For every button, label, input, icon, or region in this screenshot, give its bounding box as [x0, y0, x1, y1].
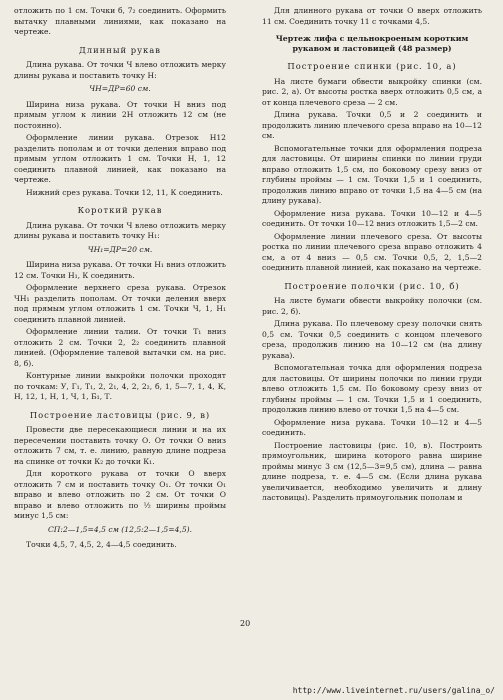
left-paragraph: Контурные линии выкройки полочки проходят по точкам: У, Г₁, Т₁, 2, 2₁, 4, 2, 2₂, б, 1, 5—7, 1, 4, К, Н, 12, 1, Н, 1, Ч, 1, Б₁, Т.: [14, 371, 226, 401]
left-column: [14, 6, 226, 553]
left-paragraph: Длина рукава. От точки Ч влево отложить мерку длины рукава и поставить точку Н:: [14, 60, 226, 80]
left-heading: Длинный рукав: [78, 44, 162, 55]
right-paragraph: Оформление линии плечевого среза. От высоты ростка по линии плечевого среза вправо отложить 4 см, а от 4 вниз — 0,5 см. Точки 0,5, 2, 1,5—2 соединить плавной линией, как показано на чертеже.: [262, 231, 482, 272]
left-paragraph: Оформление верхнего среза рукава. Отрезок ЧН₁ разделить пополам. От точки деления вверх под прямым углом отложить 1 см. Точки Ч, 1, Н₁ соединить плавной линией.: [14, 283, 226, 324]
right-paragraph: Оформление низа рукава. Точки 10—12 и 4—5 соединить. От точки 10—12 вниз отложить 1,5—2 см.: [262, 208, 482, 228]
right-heading: Построение полочки (рис. 10, б): [284, 280, 460, 291]
right-paragraph: Оформление низа рукава. Точки 10—12 и 4—5 соединить.: [262, 417, 482, 437]
right-heading: Построение спинки (рис. 10, а): [287, 61, 457, 71]
left-paragraph: Нижний срез рукава. Точки 12, 11, К соединить.: [26, 187, 223, 197]
left-heading: Короткий рукав: [77, 205, 163, 215]
left-paragraph: Провести две пересекающиеся линии и на их пересечении поставить точку О. От точки О вниз отложить 7 см, т. е. линию, равную длине подреза на спинке от точки К₂ до точки К₁.: [14, 425, 226, 466]
right-paragraph: Вспомогательные точки для оформления подреза для ластовицы. От ширины спинки по линии груди вправо отложить 1,5 см, по боковому срезу вниз от глубины проймы — 1 см. Точки 1,5 и 1 соединить, продолжив линию вправо от точки 1,5 на 4—5 см (на длину рукава).: [262, 143, 482, 205]
left-heading: Построение ластовицы (рис. 9, в): [29, 409, 211, 420]
left-paragraph: Точки 4,5, 7, 4,5, 2, 4—4,5 соединить.: [26, 540, 177, 549]
right-paragraph: На листе бумаги обвести выкройку спинки (см. рис. 2, а). От высоты ростка вверх отложить 0,5 см, а от конца плечевого среза — 2 см.: [262, 76, 482, 107]
right-paragraph: На листе бумаги обвести выкройку полочки (см. рис. 2, б).: [262, 296, 482, 316]
right-paragraph: Для длинного рукава от точки О вверх отложить 11 см. Соединить точку 11 с точками 4,5.: [262, 6, 482, 26]
left-formula: ЧН₁=ДР=20 см.: [87, 244, 153, 254]
right-paragraph: Длина рукава. Точки 0,5 и 2 соединить и продолжить линию плечевого среза вправо на 10—12 см.: [262, 110, 482, 140]
right-paragraph: Вспомогательная точка для оформления подреза для ластовицы. От ширины полочки по линии груди влево отложить 1,5 см. По боковому срезу вниз от глубины проймы — 1 см. Точки 1,5 и 1 соединить, продолжив линию влево от точки 1,5 на 4—5 см.: [262, 363, 482, 414]
right-column: [262, 6, 482, 506]
left-paragraph: отложить по 1 см. Точки б, 7₂ соединить. Оформить вытачку плавными линиями, как показано на чертеже.: [14, 6, 226, 36]
right-paragraph: Длина рукава. По плечевому срезу полочки снять 0,5 см. Точки 0,5 соединить с концом плечевого среза, продолжив линию на 10—12 см (на длину рукава).: [262, 319, 482, 360]
left-formula: ЧН=ДР=60 см.: [89, 84, 151, 93]
right-section-title: Чертеж лифа с цельнокроеным коротким рукавом и ластовицей (48 размер): [275, 34, 469, 53]
left-paragraph: Оформление линии рукава. Отрезок Н12 разделить пополам и от точки деления вправо под прямым углом отложить 1 см. Точки Н, 1, 12 соединить плавной линией, как показано на чертеже.: [14, 133, 226, 184]
left-paragraph: Ширина низа рукава. От точки Н вниз под прямым углом к линии 2Н отложить 12 см (не постоянно).: [14, 99, 226, 130]
left-paragraph: Оформление линии талии. От точки Т₁ вниз отложить 2 см. Точки 2, 2₂ соединить плавной линией. (Оформление талевой вытачки см. на рис. 8, б).: [14, 327, 226, 368]
page-number: 20: [240, 619, 251, 628]
source-url: http://www.liveinternet.ru/users/galina_o/: [292, 686, 495, 695]
left-paragraph: Длина рукава. От точки Ч влево отложить мерку длины рукава и поставить точку Н₁:: [14, 220, 226, 240]
right-paragraph: Построение ластовицы (рис. 10, в). Построить прямоугольник, ширина которого равна ширине проймы минус 3 см (12,5—3=9,5 см), длина — равна длине подреза, т. е. 4—5 см. (Если длина рукава увеличивается, необходимо увеличить и длину ластовицы). Разделить прямоугольник пополам и: [262, 440, 482, 502]
left-paragraph: Ширина низа рукава. От точки Н₁ вниз отложить 12 см. Точки Н₁, К соединить.: [14, 260, 226, 280]
left-formula: СП:2—1,5=4,5 см (12,5:2—1,5=4,5).: [47, 524, 193, 534]
left-paragraph: Для короткого рукава от точки О вверх отложить 7 см и поставить точку О₁. От точки О₁ вправо и влево отложить по 2 см. От точки О вправо и влево отложить по ½ ширины проймы минус 1,5 см:: [14, 469, 226, 520]
